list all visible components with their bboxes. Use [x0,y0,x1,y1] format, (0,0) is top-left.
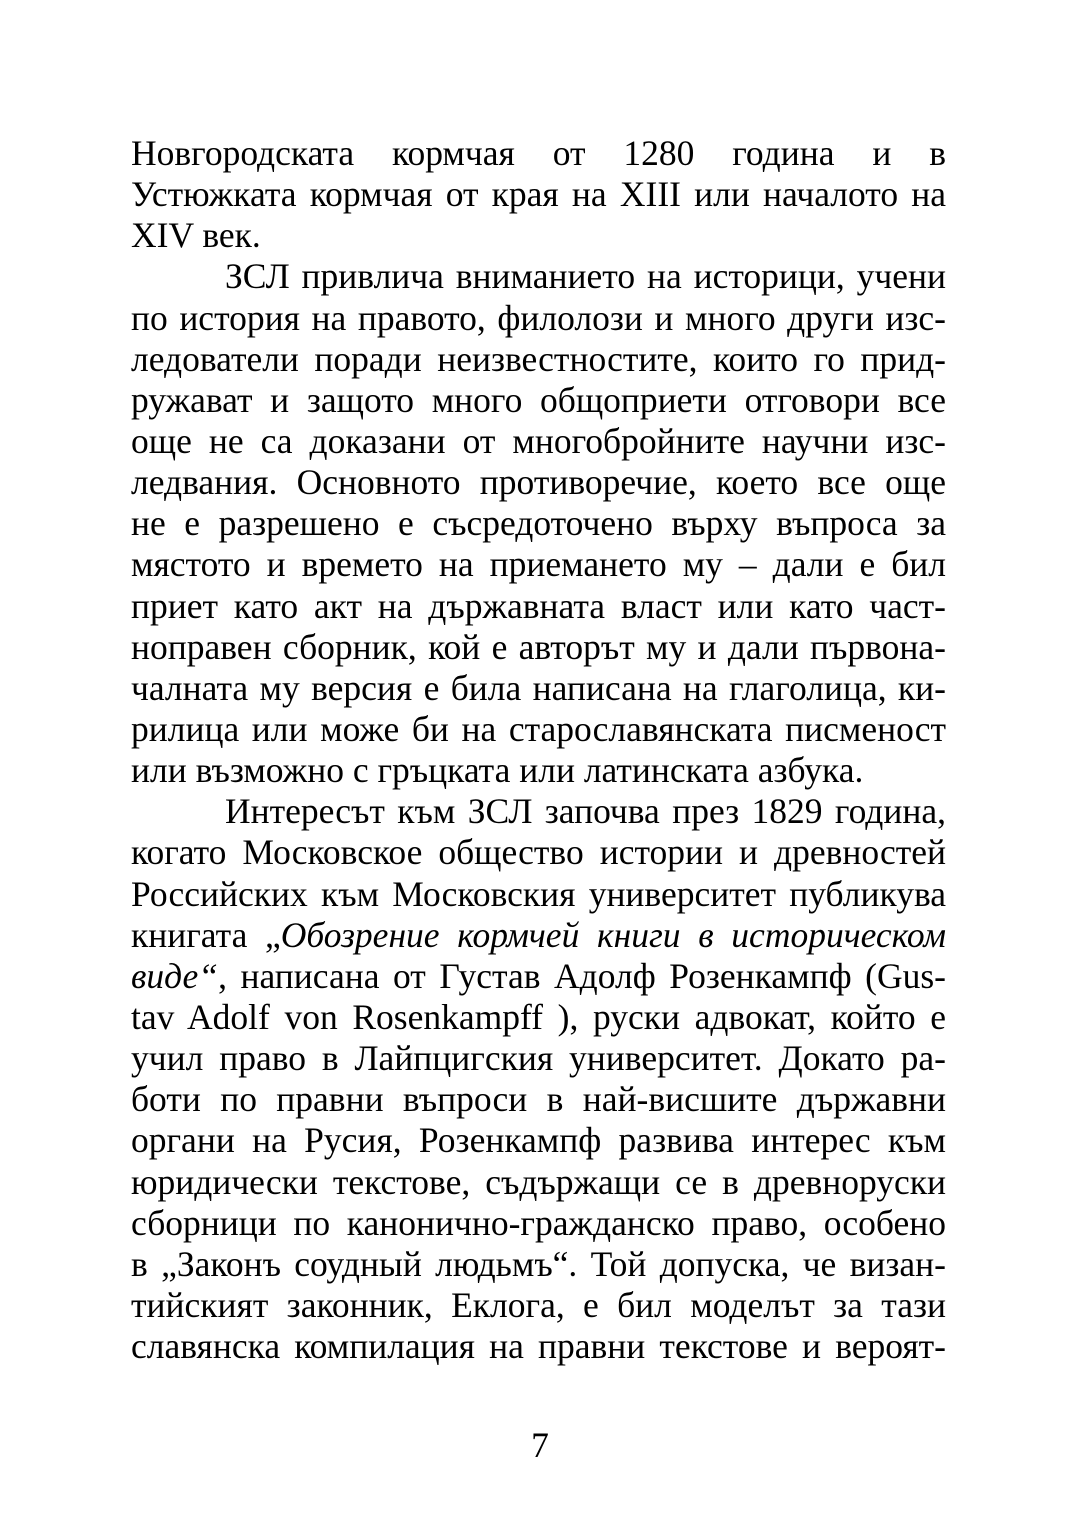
text-line: Российских към Московския университет публикува [131,873,946,914]
text-line: Новгородската кормчая от 1280 година и в [131,133,946,173]
text-line: славянска компилация на правни текстове и вероят- [131,1326,946,1367]
text-line: книгата „Обозрение кормчей книги в историческом [131,914,946,955]
text-line: виде“, написана от Густав Адолф Розенкампф (Gus- [131,955,946,996]
text-line: органи на Русия, Розенкампф развива интерес към [131,1120,946,1161]
text-line: ноправен сборник, кой е авторът му и дали първона- [131,626,946,667]
text-line: учил право в Лайпцигския университет. Докато ра- [131,1038,946,1079]
text-line: чалната му версия е била написана на глаголица, ки- [131,667,946,708]
text-line: боти по правни въпроси в най-висшите държавни [131,1079,946,1120]
text-line: когато Московское общество истории и древностей [131,832,946,873]
italic-book-title: Обозрение кормчей книги в историческом [280,914,946,955]
text-line: по история на правото, филолози и много други изс- [131,297,946,338]
text-line: мястото и времето на приемането му – дали е бил [131,544,946,585]
text-line: ледователи поради неизвестностите, които го прид- [131,338,946,379]
italic-book-title: виде“ [131,955,219,996]
text-line: ЗСЛ привлича вниманието на историци, учени [225,256,946,297]
body-text [131,133,946,1367]
text-line: ружават и защото много общоприети отговори все [131,379,946,420]
text-line: Интересът към ЗСЛ започва през 1829 година, [225,791,946,832]
text-line: tav Adolf von Rosenkampff ), руски адвокат, който е [131,996,946,1037]
text-line: Устюжката кормчая от края на XIII или началото на [131,174,946,215]
text-line: ледвания. Основното противоречие, което все още [131,462,946,503]
text-line: XIV век. [131,215,261,256]
text-line: или възможно с гръцката или латинската азбука. [131,750,864,791]
text-line: юридически текстове, съдържащи се в древноруски [131,1161,946,1202]
text-line: рилица или може би на старославянската писменост [131,708,946,749]
text-line: приет като акт на държавната власт или като част- [131,585,946,626]
text-line: още не са доказани от многобройните научни изс- [131,420,946,461]
page-number: 7 [531,1425,549,1465]
text-line: тийският законник, Еклога, е бил моделът за тази [131,1284,946,1325]
text-line: не е разрешено е съсредоточено върху въпроса за [131,503,946,544]
text-line: в „Законъ соудный людьмъ“. Той допуска, че визан- [131,1243,946,1284]
text-line: сборници по канонично-гражданско право, особено [131,1202,946,1243]
